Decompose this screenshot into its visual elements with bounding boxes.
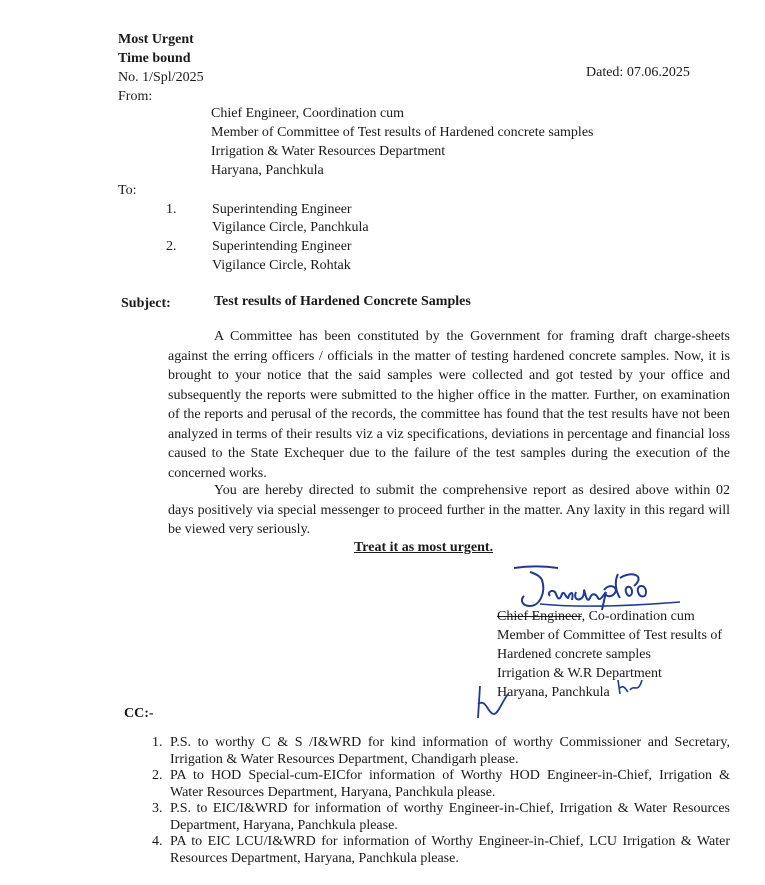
signatory-line-1: Member of Committee of Test results of: [497, 628, 723, 643]
urgency-label: Most Urgent: [118, 32, 194, 47]
body-paragraph-2: You are hereby directed to submit the comprehensive report as desired above within 02 days positively via special messenger to proceed further in the matter. Any laxity in this regard will be viewed very seriously.: [168, 483, 730, 537]
cc-item-number: 2.: [152, 768, 163, 783]
recipient-1-line-1: Superintending Engineer: [212, 202, 352, 217]
time-bound-label: Time bound: [118, 51, 191, 66]
cc-item-text: PA to HOD Special-cum-EICfor information of Worthy HOD Engineer-in-Chief, Irrigation & Water Resources Department, Haryana, Panchkula please.: [170, 768, 730, 800]
recipient-2-number: 2.: [166, 239, 177, 254]
from-line-1: Chief Engineer, Coordination cum: [211, 106, 405, 121]
signatory-line-3: Irrigation & W.R Department: [497, 666, 662, 681]
cc-item: [130, 801, 730, 834]
cc-item-text: PA to EIC LCU/I&WRD for information of Worthy Engineer-in-Chief, LCU Irrigation & Water Resources Department, Haryana, Panchkula please.: [170, 834, 730, 866]
from-label: From:: [118, 89, 153, 104]
signatory-line-2: Hardened concrete samples: [497, 647, 651, 662]
recipient-2-line-1: Superintending Engineer: [212, 239, 352, 254]
recipient-1-number: 1.: [166, 202, 177, 217]
handwritten-check-mark: [472, 684, 512, 724]
signatory-line-4: Haryana, Panchkula: [497, 685, 610, 700]
recipient-1-line-2: Vigilance Circle, Panchkula: [212, 220, 369, 235]
body-paragraph-1: A Committee has been constituted by the Government for framing draft charge-sheets against the erring officers / officials in the matter of testing hardened concrete samples. Now, it is brought to your notice that the said samples were collected and got tested by your office and subsequently the reports were submitted to the higher office in the matter. Further, on examination of the reports and perusal of the records, the committee has found that the test results have not been analyzed in terms of their results viz a viz specifications, deviations in percentage and financial loss caused to the State Exchequer due to the failure of the test samples during the execution of the concerned works.: [168, 329, 730, 481]
cc-item-text: P.S. to EIC/I&WRD for information of worthy Engineer-in-Chief, Irrigation & Water Resources Department, Haryana, Panchkula please.: [170, 801, 730, 833]
cc-list: [130, 735, 730, 867]
handwritten-signature: [500, 562, 700, 614]
letter-date: Dated: 07.06.2025: [586, 65, 690, 80]
cc-item-text: P.S. to worthy C & S /I&WRD for kind information of worthy Commissioner and Secretary, Irrigation & Water Resources Department, Chandigarh please.: [170, 735, 730, 767]
handwritten-initial-mark: [616, 676, 646, 698]
cc-item-number: 3.: [152, 801, 163, 816]
struck-designation: Chief Engineer: [497, 609, 582, 624]
designation-rest: , Co-ordination cum: [581, 609, 695, 624]
cc-item-number: 1.: [152, 735, 163, 750]
from-line-4: Haryana, Panchkula: [211, 163, 324, 178]
letter-number: No. 1/Spl/2025: [118, 70, 204, 85]
subject-label: Subject:: [121, 296, 171, 311]
subject-text: Test results of Hardened Concrete Samples: [214, 294, 471, 309]
cc-label: CC:-: [124, 706, 154, 721]
cc-item: [130, 735, 730, 768]
cc-item: [130, 768, 730, 801]
to-label: To:: [118, 183, 137, 198]
cc-item-number: 4.: [152, 834, 163, 849]
from-line-3: Irrigation & Water Resources Department: [211, 144, 446, 159]
recipient-2-line-2: Vigilance Circle, Rohtak: [212, 258, 351, 273]
cc-item: [130, 834, 730, 867]
urgent-instruction: Treat it as most urgent.: [354, 540, 494, 555]
signatory-designation: [497, 608, 695, 626]
from-line-2: Member of Committee of Test results of Hardened concrete samples: [211, 125, 594, 140]
